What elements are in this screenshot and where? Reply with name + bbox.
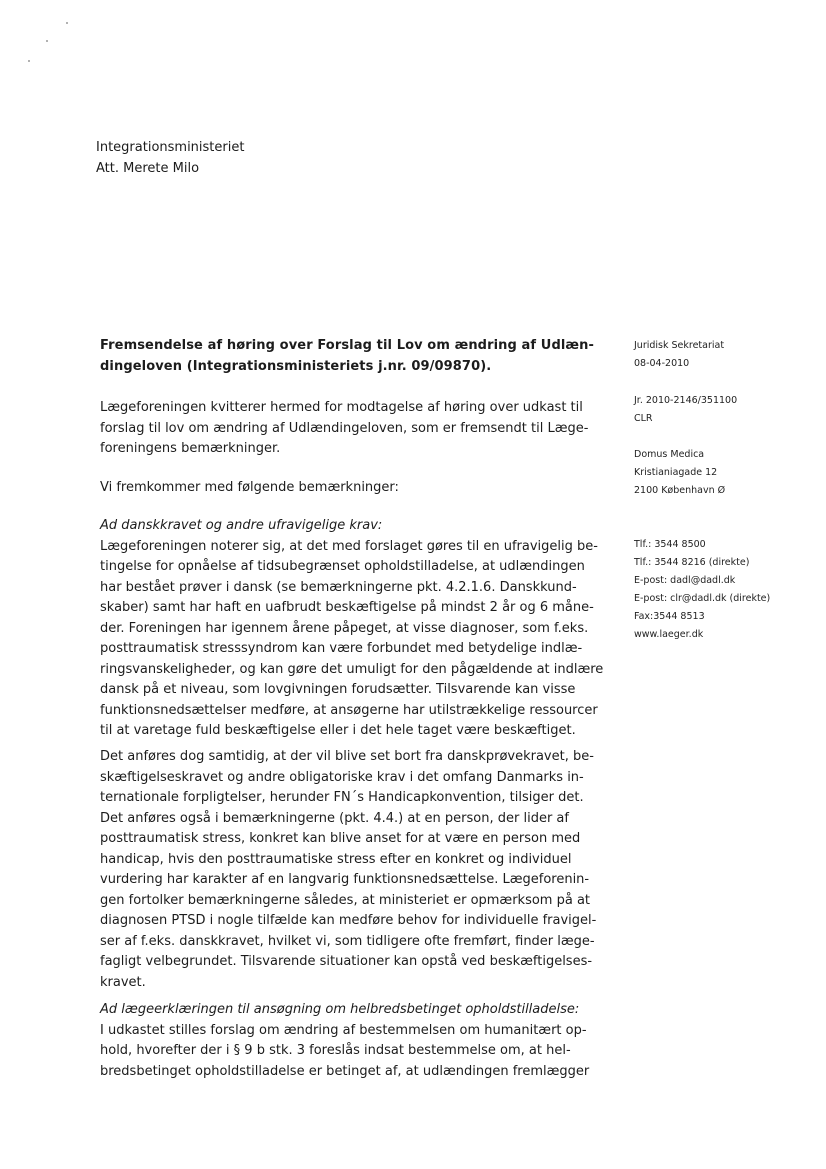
address-line: 2100 København Ø [634, 485, 726, 496]
paragraph-line: forslag til lov om ændring af Udlændingeloven, som er fremsendt til Læge- [100, 420, 589, 436]
journal-number: Jr. 2010-2146/351100 [634, 395, 738, 406]
paragraph-line: Lægeforeningen noterer sig, at det med forslaget gøres til en ufravigelig be- [100, 538, 598, 554]
section-international-obligations [100, 747, 597, 993]
section-danish-requirement [100, 516, 604, 742]
paragraph-line: diagnosen PTSD i nogle tilfælde kan medføre behov for individuelle fravigel- [100, 913, 597, 928]
paragraph-line: fagligt velbegrundet. Tilsvarende situationer kan opstå ved beskæftigelses- [100, 954, 593, 969]
case-initials: CLR [634, 413, 653, 424]
reference-block [634, 392, 809, 428]
section-heading: Ad danskkravet og andre ufravigelige krav: [100, 518, 383, 533]
paragraph-line: bredsbetinget opholdstilladelse er betinget af, at udlændingen fremlægger [100, 1063, 590, 1079]
address-line: Kristianiagade 12 [634, 467, 718, 478]
paragraph-line: skæftigelseskravet og andre obligatoriske krav i det omfang Danmarks in- [100, 769, 584, 785]
sender-address-block [634, 446, 809, 500]
sender-department-block [634, 337, 809, 373]
phone-direct: Tlf.: 3544 8216 (direkte) [634, 557, 750, 568]
paragraph-line: der. Foreningen har igennem årene påpeget, at visse diagnoser, som f.eks. [100, 620, 589, 636]
paragraph-line: funktionsnedsættelser medføre, at ansøgerne har utilstrækkelige ressourcer [100, 702, 598, 718]
paragraph-line: ternationale forpligtelser, herunder FN´s Handicapkonvention, tilsiger det. [100, 790, 584, 805]
subject-line: Fremsendelse af høring over Forslag til Lov om ændring af Udlæn- [100, 338, 594, 353]
paragraph-line: hold, hvorefter der i § 9 b stk. 3 foreslås indsat bestemmelse om, at hel- [100, 1043, 571, 1058]
paragraph-line: tingelse for opnåelse af tidsubegrænset opholdstilladelse, at udlændingen [100, 559, 585, 574]
paragraph-line: I udkastet stilles forslag om ændring af bestemmelsen om humanitært op- [100, 1022, 587, 1038]
section-medical-certificate [100, 1000, 590, 1082]
contact-block [634, 536, 809, 644]
address-line: Domus Medica [634, 449, 705, 460]
email-address: E-post: dadl@dadl.dk [634, 575, 736, 586]
subject-heading [100, 335, 594, 377]
scan-speck [28, 60, 30, 62]
recipient-block [96, 137, 244, 179]
paragraph-line: Vi fremkommer med følgende bemærkninger: [100, 480, 399, 495]
website: www.laeger.dk [634, 629, 704, 640]
paragraph-line: ser af f.eks. danskkravet, hvilket vi, som tidligere ofte fremført, finder læge- [100, 933, 595, 949]
paragraph-line: kravet. [100, 974, 146, 990]
paragraph-line: foreningens bemærkninger. [100, 441, 281, 456]
paragraph-line: posttraumatisk stress, konkret kan blive anset for at være en person med [100, 831, 581, 846]
sender-department: Juridisk Sekretariat [634, 340, 725, 351]
paragraph-line: Det anføres dog samtidig, at der vil blive set bort fra danskprøvekravet, be- [100, 749, 594, 764]
paragraph-line: ringsvanskeligheder, og kan gøre det umuligt for den pågældende at indlære [100, 661, 604, 677]
paragraph-line: til at varetage fuld beskæftigelse eller i det hele taget være beskæftiget. [100, 723, 576, 738]
intro-paragraph [100, 398, 589, 460]
paragraph-line: skaber) samt har haft en uafbrudt beskæftigelse på mindst 2 år og 6 måne- [100, 600, 594, 615]
email-direct: E-post: clr@dadl.dk (direkte) [634, 593, 771, 604]
scan-speck [66, 22, 68, 24]
paragraph-line: Lægeforeningen kvitterer hermed for modtagelse af høring over udkast til [100, 400, 583, 415]
subject-line: dingeloven (Integrationsministeriets j.nr. 09/09870). [100, 359, 492, 374]
letter-date: 08-04-2010 [634, 358, 690, 369]
paragraph-line: gen fortolker bemærkningerne således, at ministeriet er opmærksom på at [100, 892, 591, 908]
section-heading: Ad lægeerklæringen til ansøgning om helbredsbetinget opholdstilladelse: [100, 1002, 580, 1017]
phone-number: Tlf.: 3544 8500 [634, 539, 706, 550]
remarks-lead-paragraph [100, 478, 585, 499]
paragraph-line: posttraumatisk stresssyndrom kan være forbundet med betydelige indlæ- [100, 641, 583, 656]
recipient-attention: Att. Merete Milo [96, 161, 200, 176]
fax-number: Fax:3544 8513 [634, 611, 705, 622]
recipient-organization: Integrationsministeriet [96, 140, 245, 155]
paragraph-line: dansk på et niveau, som lovgivningen forudsætter. Tilsvarende kan visse [100, 682, 576, 697]
paragraph-line: Det anføres også i bemærkningerne (pkt. 4.4.) at en person, der lider af [100, 810, 569, 826]
paragraph-line: har bestået prøver i dansk (se bemærkningerne pkt. 4.2.1.6. Danskkund- [100, 579, 577, 595]
paragraph-line: handicap, hvis den posttraumatiske stress efter en konkret og individuel [100, 851, 572, 867]
scan-speck [46, 40, 48, 42]
paragraph-line: vurdering har karakter af en langvarig funktionsnedsættelse. Lægeforenin- [100, 872, 590, 887]
